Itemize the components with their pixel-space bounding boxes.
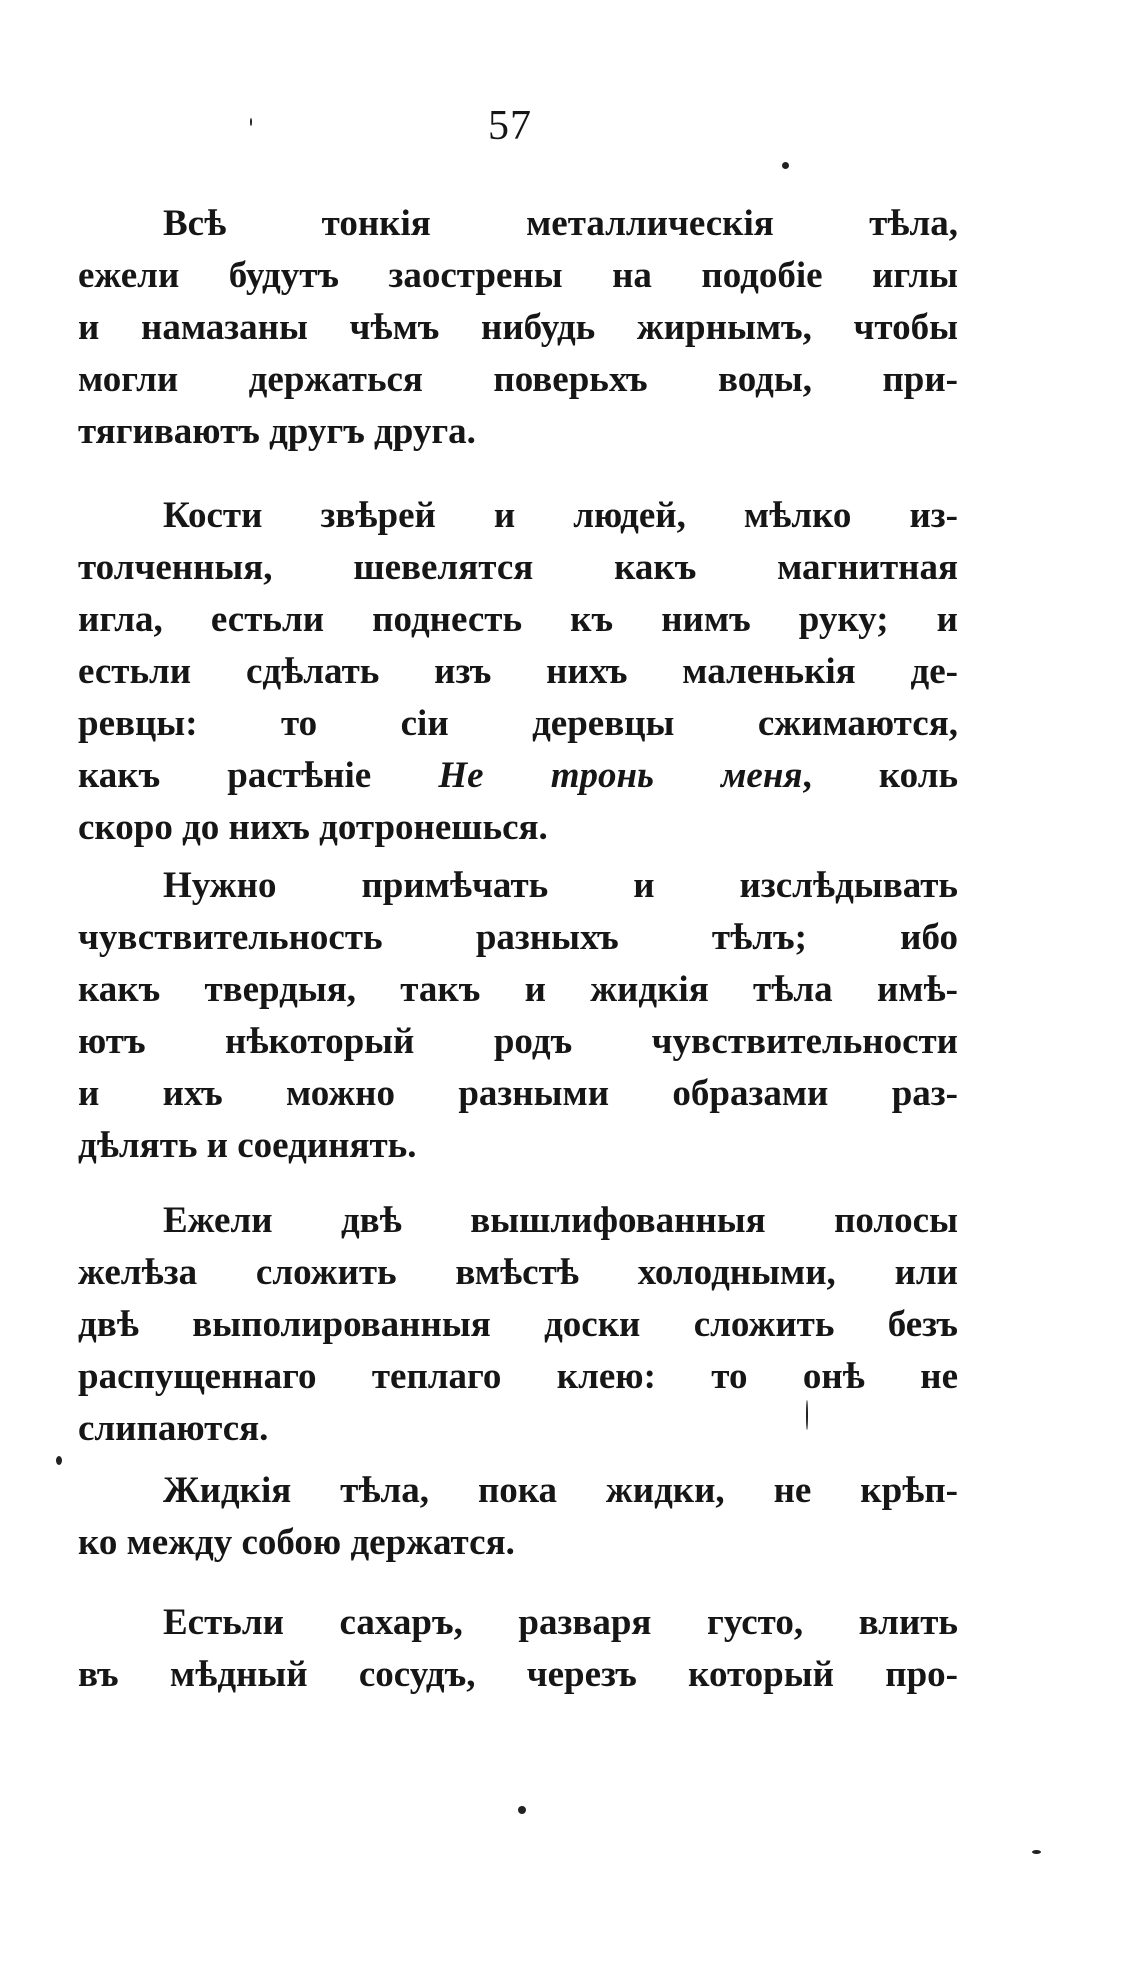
page-number: 57 bbox=[488, 103, 532, 149]
text-line: слипаются. bbox=[78, 1408, 269, 1449]
text-line: Естьли сахаръ, разваря густо, влить bbox=[163, 1602, 958, 1643]
paragraph-5 bbox=[78, 1465, 958, 1569]
paragraph-2 bbox=[78, 490, 958, 854]
paragraph-6 bbox=[78, 1597, 958, 1701]
text-line: ко между собою держатся. bbox=[78, 1522, 515, 1563]
scan-speck bbox=[250, 118, 252, 126]
scan-speck bbox=[1032, 1850, 1041, 1854]
text-line: Всѣ тонкія металлическія тѣла, bbox=[163, 203, 958, 244]
text-line: ежели будутъ заострены на подобіе иглы bbox=[78, 255, 958, 296]
text-line: и намазаны чѣмъ нибудь жирнымъ, чтобы bbox=[78, 307, 958, 348]
text-line: Жидкія тѣла, пока жидки, не крѣп- bbox=[163, 1470, 958, 1511]
text-line: въ мѣдный сосудъ, черезъ который про- bbox=[78, 1654, 958, 1695]
text-line: ревцы: то сіи деревцы сжимаются, bbox=[78, 703, 958, 744]
text-line: ютъ нѣкоторый родъ чувствительности bbox=[78, 1021, 958, 1062]
scan-speck bbox=[518, 1806, 526, 1814]
text-line: скоро до нихъ дотронешься. bbox=[78, 807, 548, 848]
text-line: тягиваютъ другъ друга. bbox=[78, 411, 476, 452]
text-line: какъ твердыя, такъ и жидкія тѣла имѣ- bbox=[78, 969, 958, 1010]
scan-speck bbox=[806, 1400, 808, 1430]
text-line: желѣза сложить вмѣстѣ холодными, или bbox=[78, 1252, 958, 1293]
text-line: Кости звѣрей и людей, мѣлко из- bbox=[163, 495, 958, 536]
text-line: и ихъ можно разными образами раз- bbox=[78, 1073, 958, 1114]
scan-speck bbox=[782, 162, 789, 169]
text-line: Нужно примѣчать и изслѣдывать bbox=[163, 865, 958, 906]
text-line: чувствительность разныхъ тѣлъ; ибо bbox=[78, 917, 958, 958]
italic-plant-name: Не тронь меня bbox=[438, 755, 803, 796]
text-line: игла, естьли поднесть къ нимъ руку; и bbox=[78, 599, 958, 640]
text-line: распущеннаго теплаго клею: то онѣ не bbox=[78, 1356, 958, 1397]
text-segment: какъ растѣніе bbox=[78, 755, 372, 796]
text-line: двѣ выполированныя доски сложить безъ bbox=[78, 1304, 958, 1345]
text-line: дѣлять и соединять. bbox=[78, 1125, 417, 1166]
text-line: могли держаться поверьхъ воды, при- bbox=[78, 359, 958, 400]
text-line-mixed bbox=[78, 750, 958, 802]
text-line: толченныя, шевелятся какъ магнитная bbox=[78, 547, 958, 588]
text-line: Ежели двѣ вышлифованныя полосы bbox=[163, 1200, 958, 1241]
paragraph-1 bbox=[78, 198, 958, 458]
text-segment: , коль bbox=[802, 755, 959, 796]
paragraph-4 bbox=[78, 1195, 958, 1455]
scan-speck bbox=[56, 1456, 62, 1465]
paragraph-3 bbox=[78, 860, 958, 1172]
text-line: естьли сдѣлать изъ нихъ маленькія де- bbox=[78, 651, 958, 692]
